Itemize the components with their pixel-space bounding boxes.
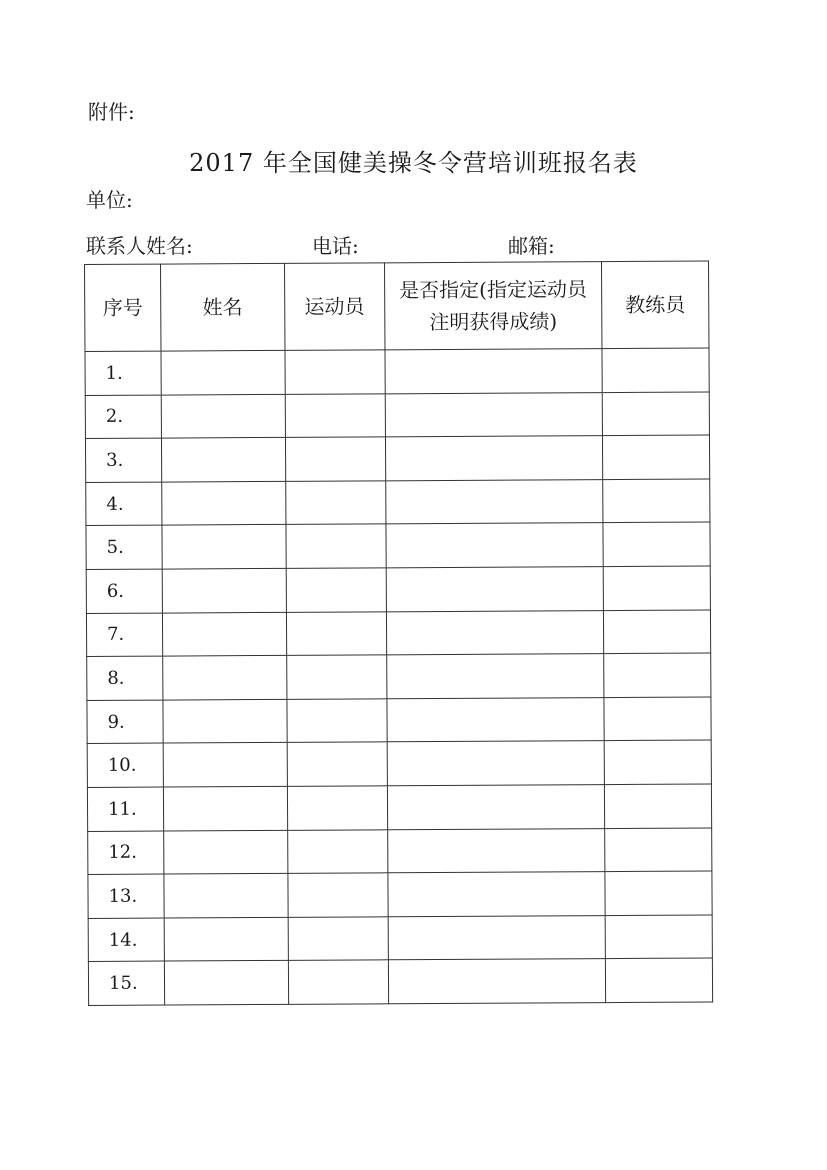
table-row <box>87 740 711 787</box>
form-title: 2017 年全国健美操冬令营培训班报名表 <box>189 149 638 177</box>
table-row <box>88 915 712 962</box>
row-seq-cell: 5. <box>86 525 162 569</box>
header-coach: 教练员 <box>601 261 709 349</box>
table-row <box>86 610 710 657</box>
row-seq-cell: 3. <box>85 438 161 482</box>
designated-cell[interactable] <box>385 349 602 394</box>
designated-cell[interactable] <box>386 479 603 524</box>
row-seq-cell: 11. <box>87 787 163 831</box>
coach-cell[interactable] <box>604 740 711 784</box>
coach-cell[interactable] <box>605 828 712 872</box>
athlete-cell[interactable] <box>288 917 389 961</box>
designated-cell[interactable] <box>388 872 605 917</box>
name-cell[interactable] <box>163 743 287 787</box>
table-row <box>86 479 710 526</box>
designated-cell[interactable] <box>386 610 603 655</box>
header-designated: 是否指定(指定运动员注明获得成绩) <box>384 262 601 350</box>
row-seq-cell: 15. <box>88 961 164 1005</box>
coach-cell[interactable] <box>603 610 710 654</box>
athlete-cell[interactable] <box>286 655 387 699</box>
table-row <box>86 522 710 569</box>
name-cell[interactable] <box>162 481 286 525</box>
registration-table <box>84 261 713 1006</box>
row-seq-cell: 4. <box>86 482 162 526</box>
table-row <box>87 784 711 831</box>
unit-label: 单位: <box>86 188 133 212</box>
coach-cell[interactable] <box>605 958 712 1002</box>
athlete-cell[interactable] <box>287 742 388 786</box>
table-row <box>85 392 709 439</box>
name-cell[interactable] <box>163 656 287 700</box>
coach-cell[interactable] <box>603 479 710 523</box>
athlete-cell[interactable] <box>287 699 388 743</box>
row-seq-cell: 12. <box>88 831 164 875</box>
contact-line <box>86 230 746 258</box>
contact-name-label: 联系人姓名: <box>86 234 193 258</box>
coach-cell[interactable] <box>604 653 711 697</box>
header-seq: 序号 <box>85 264 162 351</box>
athlete-cell[interactable] <box>288 873 389 917</box>
row-seq-cell: 6. <box>86 569 162 613</box>
athlete-cell[interactable] <box>285 350 386 394</box>
row-seq-cell: 8. <box>87 656 163 700</box>
coach-cell[interactable] <box>605 915 712 959</box>
designated-cell[interactable] <box>388 959 605 1004</box>
coach-cell[interactable] <box>602 435 709 479</box>
name-cell[interactable] <box>163 612 287 656</box>
name-cell[interactable] <box>162 438 286 482</box>
table-row <box>88 871 712 918</box>
designated-cell[interactable] <box>387 697 604 742</box>
row-seq-cell: 7. <box>86 613 162 657</box>
coach-cell[interactable] <box>604 697 711 741</box>
athlete-cell[interactable] <box>287 786 388 830</box>
table-row <box>85 348 709 395</box>
name-cell[interactable] <box>164 786 288 830</box>
athlete-cell[interactable] <box>285 481 386 525</box>
row-seq-cell: 2. <box>85 395 161 439</box>
name-cell[interactable] <box>162 568 286 612</box>
table-row <box>87 697 711 744</box>
table-row <box>88 958 712 1005</box>
table-body <box>85 348 713 1005</box>
name-cell[interactable] <box>164 830 288 874</box>
athlete-cell[interactable] <box>285 393 386 437</box>
table-row <box>88 828 712 875</box>
name-cell[interactable] <box>163 699 287 743</box>
coach-cell[interactable] <box>603 566 710 610</box>
designated-cell[interactable] <box>387 741 604 786</box>
table-row <box>87 653 711 700</box>
coach-cell[interactable] <box>602 348 709 392</box>
name-cell[interactable] <box>161 394 285 438</box>
row-seq-cell: 9. <box>87 700 163 744</box>
table-row <box>85 435 709 482</box>
attachment-label: 附件: <box>88 100 135 124</box>
name-cell[interactable] <box>164 917 288 961</box>
coach-cell[interactable] <box>603 522 710 566</box>
table-row <box>86 566 710 613</box>
row-seq-cell: 13. <box>88 874 164 918</box>
name-cell[interactable] <box>161 350 285 394</box>
name-cell[interactable] <box>164 961 288 1005</box>
coach-cell[interactable] <box>602 392 709 436</box>
coach-cell[interactable] <box>605 871 712 915</box>
row-seq-cell: 1. <box>85 351 161 395</box>
designated-cell[interactable] <box>385 392 602 437</box>
header-name: 姓名 <box>161 263 285 351</box>
name-cell[interactable] <box>162 525 286 569</box>
email-label: 邮箱: <box>508 234 555 258</box>
designated-cell[interactable] <box>386 523 603 568</box>
designated-cell[interactable] <box>387 654 604 699</box>
row-seq-cell: 10. <box>87 743 163 787</box>
athlete-cell[interactable] <box>286 611 387 655</box>
athlete-cell[interactable] <box>286 568 387 612</box>
table-header-row <box>85 261 709 351</box>
designated-cell[interactable] <box>388 828 605 873</box>
coach-cell[interactable] <box>604 784 711 828</box>
designated-cell[interactable] <box>388 915 605 960</box>
athlete-cell[interactable] <box>286 524 387 568</box>
designated-cell[interactable] <box>386 567 603 612</box>
athlete-cell[interactable] <box>285 437 386 481</box>
designated-cell[interactable] <box>387 785 604 830</box>
name-cell[interactable] <box>164 873 288 917</box>
athlete-cell[interactable] <box>287 829 388 873</box>
designated-cell[interactable] <box>385 436 602 481</box>
phone-label: 电话: <box>312 234 359 258</box>
header-athlete: 运动员 <box>284 263 385 351</box>
athlete-cell[interactable] <box>288 960 389 1004</box>
row-seq-cell: 14. <box>88 918 164 962</box>
